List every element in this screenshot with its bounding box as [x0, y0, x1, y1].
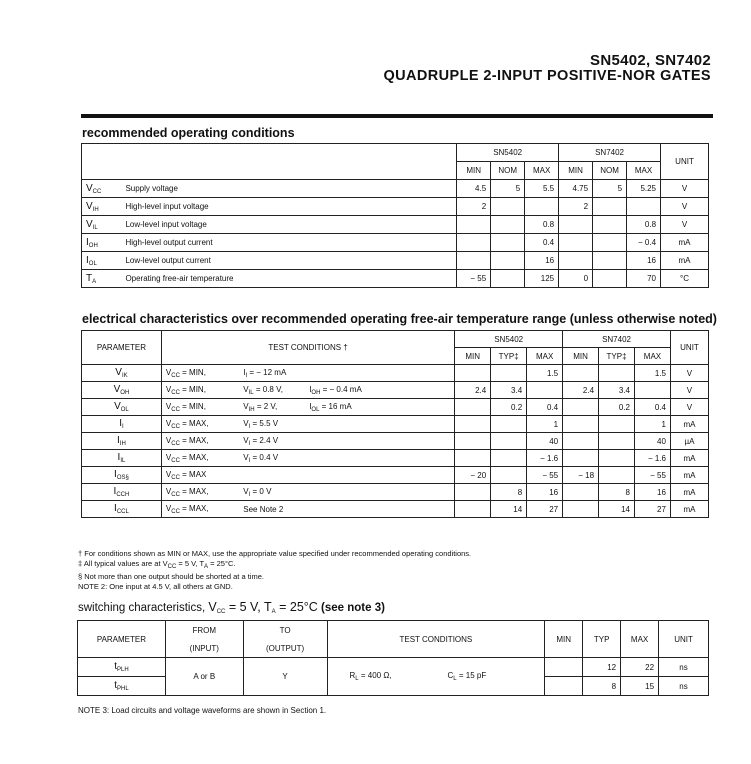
unit-cell: ns: [659, 677, 709, 696]
test-condition-1: $V_{CC}$ = MAX,: [161, 433, 239, 450]
value-cell: 27: [635, 501, 671, 518]
value-cell: [491, 467, 527, 484]
value-cell: [599, 416, 635, 433]
value-cell: 0.8: [525, 216, 559, 234]
electrical-characteristics-table: [81, 330, 709, 518]
unit-cell: V: [661, 216, 709, 234]
value-cell: 4.5: [457, 180, 491, 198]
value-cell: [563, 399, 599, 416]
value-cell: 4.75: [559, 180, 593, 198]
value-cell: [563, 433, 599, 450]
typ-value: 12: [583, 658, 621, 677]
max-value: 15: [621, 677, 659, 696]
test-condition-1: $V_{CC}$ = MAX,: [161, 484, 239, 501]
parameter-header: PARAMETER: [82, 331, 162, 365]
value-cell: 0.2: [491, 399, 527, 416]
unit-header: UNIT: [670, 331, 708, 365]
value-cell: [457, 252, 491, 270]
roc-title: recommended operating conditions: [82, 126, 295, 140]
value-cell: 16: [635, 484, 671, 501]
param-symbol: $t_{PLH}$: [78, 658, 166, 677]
test-condition-3: [305, 416, 455, 433]
param-symbol: $V_{OL}$: [82, 399, 162, 416]
param-symbol: $I_{IL}$: [82, 450, 162, 467]
value-cell: [491, 234, 525, 252]
value-cell: 3.4: [599, 382, 635, 399]
param-symbol: $V_{CC}$: [82, 180, 122, 198]
value-cell: 2: [559, 198, 593, 216]
value-cell: [627, 198, 661, 216]
test-condition-2: $I_I$ = − 12 mA: [239, 365, 305, 382]
param-symbol: $I_{IH}$: [82, 433, 162, 450]
subhead-nom: NOM: [593, 162, 627, 180]
from-header-sub: (INPUT): [165, 639, 243, 658]
value-cell: 14: [491, 501, 527, 518]
header-rule: [81, 114, 713, 118]
footnotes: [78, 549, 471, 592]
subhead-nom: NOM: [491, 162, 525, 180]
value-cell: [593, 216, 627, 234]
value-cell: 0: [559, 270, 593, 288]
test-condition-2: $V_I = 0.4$ V: [239, 450, 305, 467]
value-cell: 70: [627, 270, 661, 288]
test-condition-1: $V_{CC}$ = MIN,: [161, 382, 239, 399]
subhead: MAX: [527, 348, 563, 365]
value-cell: [455, 433, 491, 450]
param-symbol: $I_{CCL}$: [82, 501, 162, 518]
value-cell: [455, 365, 491, 382]
value-cell: 5: [593, 180, 627, 198]
min-value: [545, 677, 583, 696]
test-condition-3: $I_{OL} = 16$ mA: [305, 399, 455, 416]
value-cell: [527, 382, 563, 399]
footnote-double-dagger: ‡ All typical values are at $V_{CC} = 5$ V, $T_A = 25^\circ C$.: [78, 559, 236, 570]
subhead: MIN: [563, 348, 599, 365]
unit-cell: mA: [670, 484, 708, 501]
part-numbers: SN5402, SN7402: [590, 52, 711, 69]
param-symbol: $I_{CCH}$: [82, 484, 162, 501]
param-description: Operating free-air temperature: [121, 270, 456, 288]
test-conditions-header: TEST CONDITIONS †: [161, 331, 454, 365]
value-cell: 0.4: [527, 399, 563, 416]
unit-cell: V: [670, 365, 708, 382]
value-cell: [599, 433, 635, 450]
value-cell: [491, 365, 527, 382]
test-condition-1: $V_{CC}$ = MIN,: [161, 399, 239, 416]
to-header-sub: (OUTPUT): [243, 639, 327, 658]
min-header: MIN: [545, 621, 583, 658]
table-row: [82, 416, 709, 433]
load-resistance: $R_L = 400$ Ω,: [349, 671, 392, 682]
group-header-sn7402: SN7402: [559, 144, 661, 162]
value-cell: [593, 270, 627, 288]
value-cell: 0.8: [627, 216, 661, 234]
value-cell: 5: [491, 180, 525, 198]
value-cell: [563, 450, 599, 467]
test-conditions-value: [327, 658, 545, 696]
value-cell: [491, 252, 525, 270]
table-row: [78, 658, 709, 677]
subhead: TYP‡: [599, 348, 635, 365]
table-row: [82, 270, 709, 288]
value-cell: 1: [635, 416, 671, 433]
table-row: [82, 198, 709, 216]
test-condition-1: $V_{CC}$ = MAX,: [161, 416, 239, 433]
table-row: [82, 234, 709, 252]
value-cell: [559, 216, 593, 234]
value-cell: [455, 484, 491, 501]
test-condition-2: [239, 467, 305, 484]
unit-cell: V: [670, 399, 708, 416]
test-condition-2: $V_{IL} = 0.8$ V,: [239, 382, 305, 399]
unit-cell: mA: [661, 252, 709, 270]
param-symbol: $V_{IL}$: [82, 216, 122, 234]
value-cell: 5.5: [525, 180, 559, 198]
test-condition-3: [305, 501, 455, 518]
value-cell: 5.25: [627, 180, 661, 198]
typ-header: TYP: [583, 621, 621, 658]
table-row: [82, 399, 709, 416]
value-cell: [457, 216, 491, 234]
param-description: High-level output current: [121, 234, 456, 252]
typ-value: 8: [583, 677, 621, 696]
value-cell: − 1.6: [635, 450, 671, 467]
subhead-max: MAX: [627, 162, 661, 180]
group-header-sn5402: SN5402: [457, 144, 559, 162]
test-condition-1: $V_{CC}$ = MAX,: [161, 501, 239, 518]
table-row: [82, 180, 709, 198]
value-cell: − 0.4: [627, 234, 661, 252]
value-cell: 40: [635, 433, 671, 450]
test-condition-3: [305, 450, 455, 467]
from-header: FROM: [165, 621, 243, 640]
value-cell: 16: [525, 252, 559, 270]
value-cell: [593, 198, 627, 216]
param-symbol: $V_{OH}$: [82, 382, 162, 399]
test-condition-1: $V_{CC}$ = MAX,: [161, 450, 239, 467]
value-cell: [491, 270, 525, 288]
value-cell: [635, 382, 671, 399]
value-cell: − 55: [635, 467, 671, 484]
value-cell: [491, 450, 527, 467]
value-cell: [525, 198, 559, 216]
value-cell: [599, 467, 635, 484]
from-value: A or B: [165, 658, 243, 696]
value-cell: − 20: [455, 467, 491, 484]
value-cell: 1.5: [527, 365, 563, 382]
value-cell: 27: [527, 501, 563, 518]
footnote-dagger: † For conditions shown as MIN or MAX, use the appropriate value specified under recommended operating conditions.: [78, 549, 472, 558]
value-cell: [563, 416, 599, 433]
footnote-note2: NOTE 2: One input at 4.5 V, all others at GND.: [78, 582, 233, 591]
subhead: MIN: [455, 348, 491, 365]
param-symbol: $I_{OS\S}$: [82, 467, 162, 484]
value-cell: [491, 198, 525, 216]
value-cell: 8: [491, 484, 527, 501]
max-header: MAX: [621, 621, 659, 658]
subhead-min: MIN: [559, 162, 593, 180]
unit-cell: mA: [661, 234, 709, 252]
table-row: [82, 365, 709, 382]
group-header-sn7402: SN7402: [563, 331, 671, 348]
param-symbol: $I_{OH}$: [82, 234, 122, 252]
value-cell: 1: [527, 416, 563, 433]
value-cell: [563, 484, 599, 501]
test-condition-1: $V_{CC}$ = MIN,: [161, 365, 239, 382]
value-cell: [491, 433, 527, 450]
value-cell: [491, 216, 525, 234]
value-cell: 125: [525, 270, 559, 288]
value-cell: 3.4: [491, 382, 527, 399]
unit-header: UNIT: [661, 144, 709, 180]
param-description: Supply voltage: [121, 180, 456, 198]
value-cell: 2.4: [455, 382, 491, 399]
unit-cell: V: [661, 180, 709, 198]
table-row: [82, 450, 709, 467]
parameter-header: PARAMETER: [78, 621, 166, 658]
value-cell: [559, 252, 593, 270]
to-header: TO: [243, 621, 327, 640]
table-row: [82, 484, 709, 501]
subhead-min: MIN: [457, 162, 491, 180]
subhead: TYP‡: [491, 348, 527, 365]
subhead: MAX: [635, 348, 671, 365]
table-row: [82, 433, 709, 450]
value-cell: [593, 234, 627, 252]
value-cell: [457, 234, 491, 252]
test-condition-3: [305, 467, 455, 484]
value-cell: [455, 416, 491, 433]
value-cell: 0.4: [525, 234, 559, 252]
table-row: [82, 216, 709, 234]
header-blank: [82, 144, 457, 180]
test-condition-1: $V_{CC}$ = MAX: [161, 467, 239, 484]
param-symbol: $I_I$: [82, 416, 162, 433]
test-condition-3: [305, 433, 455, 450]
value-cell: 1.5: [635, 365, 671, 382]
unit-cell: mA: [670, 416, 708, 433]
value-cell: 0.2: [599, 399, 635, 416]
switching-characteristics-table: [77, 620, 709, 696]
test-condition-3: $I_{OH}$ = − 0.4 mA: [305, 382, 455, 399]
unit-cell: ns: [659, 658, 709, 677]
test-condition-2: $V_I = 0$ V: [239, 484, 305, 501]
param-description: Low-level input voltage: [121, 216, 456, 234]
load-capacitance: $C_L = 15$ pF: [447, 671, 487, 682]
value-cell: [455, 450, 491, 467]
unit-cell: V: [670, 382, 708, 399]
footnote-section: § Not more than one output should be shorted at a time.: [78, 572, 264, 581]
test-condition-2: $V_{IH} = 2$ V,: [239, 399, 305, 416]
table-row: [82, 467, 709, 484]
value-cell: 14: [599, 501, 635, 518]
subhead-max: MAX: [525, 162, 559, 180]
table-row: [82, 382, 709, 399]
table-row: [82, 252, 709, 270]
test-condition-3: [305, 484, 455, 501]
value-cell: − 55: [527, 467, 563, 484]
value-cell: [455, 399, 491, 416]
sw-title: switching characteristics, $V_{CC} = 5$ V, $T_A = 25^\circ C$ (see note 3): [78, 600, 385, 615]
test-condition-2: $V_I = 2.4$ V: [239, 433, 305, 450]
unit-cell: mA: [670, 501, 708, 518]
value-cell: 16: [627, 252, 661, 270]
param-symbol: $V_{IH}$: [82, 198, 122, 216]
value-cell: − 1.6: [527, 450, 563, 467]
value-cell: 40: [527, 433, 563, 450]
value-cell: 0.4: [635, 399, 671, 416]
to-value: Y: [243, 658, 327, 696]
value-cell: [455, 501, 491, 518]
value-cell: [491, 416, 527, 433]
test-conditions-header: TEST CONDITIONS: [327, 621, 545, 658]
test-condition-2: See Note 2: [239, 501, 305, 518]
value-cell: 8: [599, 484, 635, 501]
test-condition-3: [305, 365, 455, 382]
param-symbol: $I_{OL}$: [82, 252, 122, 270]
table-row: [82, 501, 709, 518]
value-cell: [599, 365, 635, 382]
unit-cell: µA: [670, 433, 708, 450]
value-cell: [563, 365, 599, 382]
unit-cell: V: [661, 198, 709, 216]
value-cell: [563, 501, 599, 518]
param-description: High-level input voltage: [121, 198, 456, 216]
unit-cell: °C: [661, 270, 709, 288]
value-cell: − 55: [457, 270, 491, 288]
page-title: QUADRUPLE 2-INPUT POSITIVE-NOR GATES: [383, 68, 711, 84]
value-cell: 2.4: [563, 382, 599, 399]
recommended-operating-conditions-table: [81, 143, 709, 288]
value-cell: [559, 234, 593, 252]
value-cell: [593, 252, 627, 270]
note3: NOTE 3: Load circuits and voltage waveforms are shown in Section 1.: [78, 706, 327, 715]
param-symbol: $t_{PHL}$: [78, 677, 166, 696]
group-header-sn5402: SN5402: [455, 331, 563, 348]
unit-cell: mA: [670, 467, 708, 484]
value-cell: 2: [457, 198, 491, 216]
value-cell: [599, 450, 635, 467]
max-value: 22: [621, 658, 659, 677]
unit-header: UNIT: [659, 621, 709, 658]
param-symbol: $T_A$: [82, 270, 122, 288]
param-symbol: $V_{IK}$: [82, 365, 162, 382]
param-description: Low-level output current: [121, 252, 456, 270]
value-cell: − 18: [563, 467, 599, 484]
ec-title: electrical characteristics over recommended operating free-air temperature range (unless otherwise noted): [82, 312, 717, 326]
unit-cell: mA: [670, 450, 708, 467]
test-condition-2: $V_I = 5.5$ V: [239, 416, 305, 433]
value-cell: 16: [527, 484, 563, 501]
min-value: [545, 658, 583, 677]
